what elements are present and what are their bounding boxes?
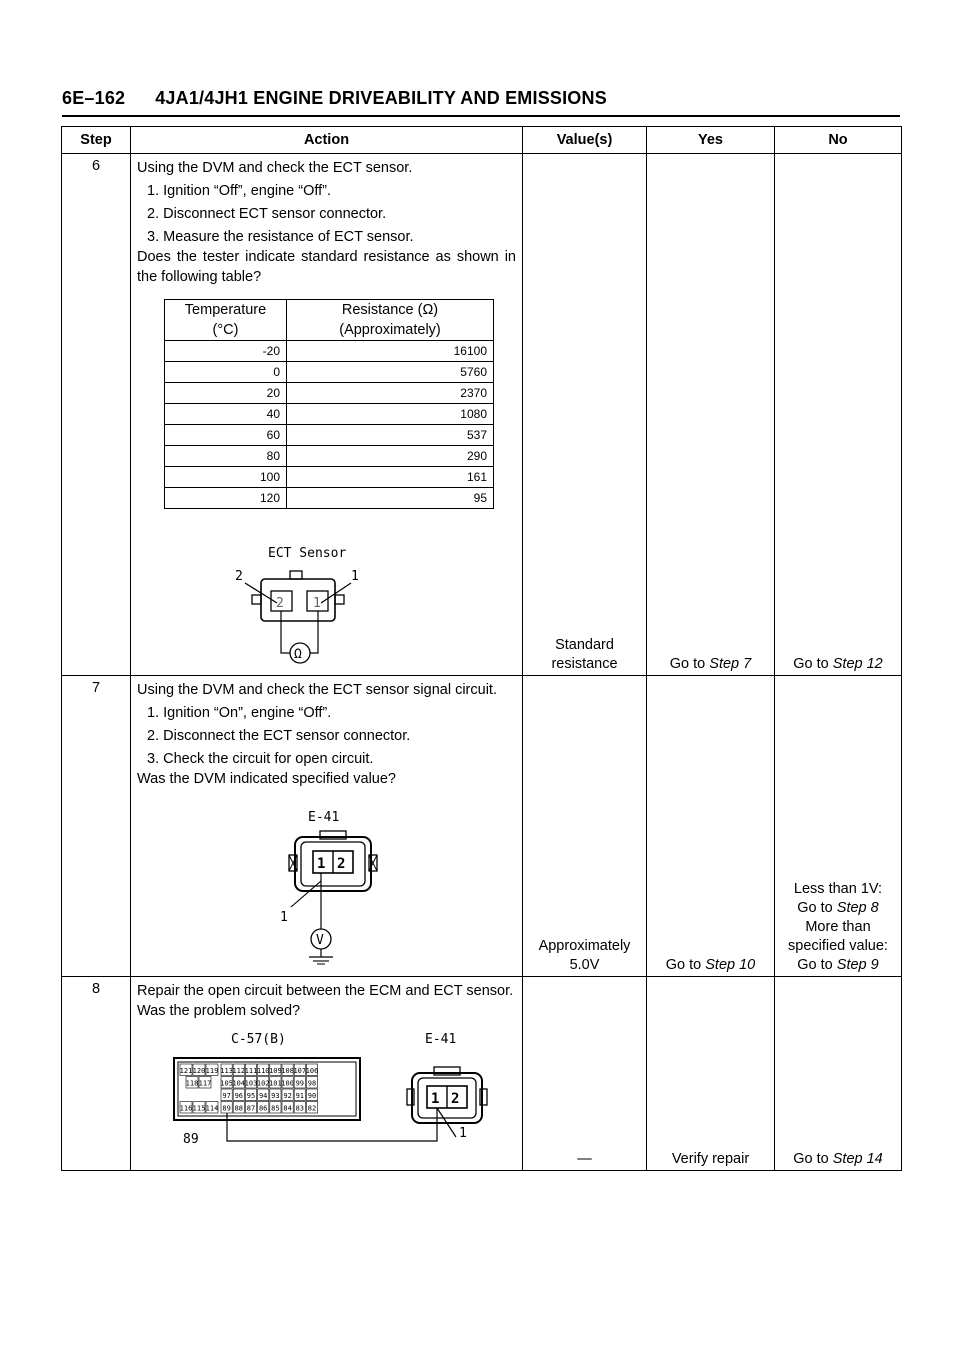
ecm-pin-label: 113 [220, 1067, 233, 1075]
col-values: Value(s) [523, 127, 647, 154]
res-value: 2370 [287, 383, 494, 404]
action-question: Was the DVM indicated specified value? [137, 771, 396, 787]
no-prefix: Go to [797, 900, 837, 916]
ecm-pin-label: 91 [295, 1092, 305, 1100]
ect-sensor-diagram [137, 543, 515, 671]
table-row [165, 341, 494, 362]
ecm-pin-label: 87 [246, 1104, 256, 1113]
res-temp: 20 [165, 383, 287, 404]
action-intro: Repair the open circuit between the ECM and ECT sensor. [137, 983, 514, 999]
ecm-pin-label: 83 [295, 1104, 305, 1113]
ecm-pin-label: 101 [269, 1079, 282, 1088]
sensor-pin-1: 1 [431, 1091, 440, 1107]
action-cell [131, 977, 523, 1171]
ect-pin-1-label: 1 [313, 596, 321, 611]
table-row [165, 446, 494, 467]
res-temp: 60 [165, 425, 287, 446]
col-yes: Yes [647, 127, 775, 154]
ecm-pin-label: 95 [246, 1092, 256, 1100]
res-temp: 40 [165, 404, 287, 425]
value-line: Approximately [538, 938, 631, 954]
yes-prefix: Go to [669, 656, 710, 672]
table-row [62, 676, 902, 977]
table-row [62, 154, 902, 676]
res-value: 290 [287, 446, 494, 467]
no-line: More than [805, 919, 871, 935]
no-step-link[interactable]: Step 12 [832, 656, 883, 672]
res-value: 5760 [287, 362, 494, 383]
sensor-pin-2: 2 [451, 1091, 460, 1107]
ecm-pin-label: 114 [205, 1104, 219, 1113]
yes-cell [647, 154, 775, 676]
substep: 2. Disconnect the ECT sensor connector. [147, 728, 411, 744]
e41-title: E-41 [308, 810, 340, 825]
e41-connector-title: E-41 [425, 1032, 457, 1047]
ecm-pin-label: 121 [179, 1067, 193, 1075]
ohm-symbol: Ω [294, 647, 302, 662]
ecm-pin-label: 90 [307, 1092, 317, 1100]
table-row [62, 977, 902, 1171]
ecm-pin-label: 102 [256, 1079, 270, 1088]
table-row [165, 488, 494, 509]
step-number: 8 [62, 977, 131, 1171]
action-intro: Using the DVM and check the ECT sensor. [137, 160, 413, 176]
ecm-pin-label: 98 [307, 1079, 317, 1088]
substep: 1. Ignition “Off”, engine “Off”. [147, 183, 332, 199]
e41-callout-1: 1 [280, 910, 288, 925]
ecm-pin-label: 89 [222, 1104, 231, 1113]
res-temp: 100 [165, 467, 287, 488]
ecm-to-sensor-diagram [137, 1027, 515, 1145]
yes-cell [647, 676, 775, 977]
res-temp: 0 [165, 362, 287, 383]
ecm-pin-label: 82 [307, 1104, 317, 1113]
res-header-resistance: Resistance (Ω) (Approximately) [287, 300, 494, 341]
ecm-pin-label: 107 [293, 1067, 307, 1075]
substep: 1. Ignition “On”, engine “Off”. [147, 705, 332, 721]
res-value: 537 [287, 425, 494, 446]
ect-pin-2-label: 2 [276, 596, 284, 611]
no-prefix: Go to [797, 957, 837, 973]
ecm-pin-label: 117 [198, 1079, 212, 1088]
ecm-pin-label: 85 [271, 1104, 280, 1113]
ecm-pin-label: 88 [234, 1104, 244, 1113]
volt-symbol: V [316, 933, 324, 948]
ecm-pin-label: 120 [192, 1067, 206, 1075]
substep: 2. Disconnect ECT sensor connector. [147, 206, 387, 222]
resistance-table [164, 299, 494, 509]
ecm-pin-label: 116 [179, 1104, 193, 1113]
ecm-pin-label: 110 [256, 1067, 270, 1075]
ecm-pin-label: 105 [220, 1079, 233, 1088]
res-temp: 120 [165, 488, 287, 509]
ecm-pin-label: 93 [271, 1092, 280, 1100]
diagnostic-table [61, 126, 902, 1171]
step-number: 7 [62, 676, 131, 977]
no-cell [775, 977, 902, 1171]
ecm-pin-label: 115 [192, 1104, 206, 1113]
res-value: 16100 [287, 341, 494, 362]
page-title: 4JA1/4JH1 ENGINE DRIVEABILITY AND EMISSIONS [155, 88, 607, 108]
value-line: Standard [555, 637, 614, 653]
ecm-pin-label: 99 [295, 1079, 305, 1088]
page-header [62, 88, 900, 117]
yes-step-link[interactable]: Step 10 [705, 957, 756, 973]
no-line: Less than 1V: [793, 881, 883, 897]
ect-diagram-title: ECT Sensor [268, 546, 347, 561]
action-question: Does the tester indicate standard resistance as shown in the following table? [137, 249, 516, 285]
ecm-pin-label: 100 [281, 1079, 294, 1088]
ecm-pin-label: 111 [244, 1067, 258, 1075]
res-value: 161 [287, 467, 494, 488]
table-row [165, 383, 494, 404]
ecm-pin-label: 92 [283, 1092, 292, 1100]
page-number: 6E–162 [62, 88, 126, 108]
table-row [165, 404, 494, 425]
col-action: Action [131, 127, 523, 154]
ecm-pin-label: 97 [222, 1092, 231, 1100]
ecm-pin-label: 119 [205, 1067, 219, 1075]
value-line: — [577, 1151, 592, 1167]
table-row [165, 362, 494, 383]
no-line: specified value: [788, 938, 888, 954]
res-value: 95 [287, 488, 494, 509]
value-line: 5.0V [569, 957, 600, 973]
table-header-row [62, 127, 902, 154]
ecm-pin-label: 118 [185, 1079, 199, 1088]
ecm-pin-label: 112 [232, 1067, 246, 1075]
step-number: 6 [62, 154, 131, 676]
yes-prefix: Go to [665, 957, 706, 973]
no-step-link[interactable]: Step 14 [832, 1151, 883, 1167]
action-question: Was the problem solved? [137, 1003, 301, 1019]
e41-pin-1: 1 [317, 856, 326, 872]
action-cell [131, 154, 523, 676]
yes-cell [647, 977, 775, 1171]
ecm-pin-label: 104 [232, 1079, 246, 1088]
ect-callout-1: 1 [351, 569, 359, 584]
res-temp: -20 [165, 341, 287, 362]
table-row [165, 467, 494, 488]
ecm-pin-label: 109 [269, 1067, 282, 1075]
ecm-pin-label: 103 [244, 1079, 258, 1088]
res-temp: 80 [165, 446, 287, 467]
substep: 3. Measure the resistance of ECT sensor. [147, 229, 414, 245]
action-intro: Using the DVM and check the ECT sensor signal circuit. [137, 682, 497, 698]
no-cell [775, 154, 902, 676]
ecm-pin-label: 106 [305, 1067, 319, 1075]
ecm-pin-label: 86 [258, 1104, 268, 1113]
ect-callout-2: 2 [235, 569, 243, 584]
no-prefix: Go to [793, 1151, 833, 1167]
wire-ecm-to-sensor [227, 1109, 437, 1141]
ecm-pin-label: 84 [283, 1104, 292, 1113]
no-cell [775, 676, 902, 977]
ecm-pin-label: 94 [258, 1092, 268, 1100]
ecm-pin-label: 96 [234, 1092, 244, 1100]
no-step-link[interactable]: Step 8 [836, 900, 879, 916]
substep: 3. Check the circuit for open circuit. [147, 751, 374, 767]
value-cell [523, 676, 647, 977]
yes-action: Verify repair [671, 1151, 750, 1167]
ecm-pin-callout: 89 [183, 1132, 199, 1145]
sensor-pin-callout: 1 [459, 1126, 467, 1141]
ecm-connector-title: C-57(B) [231, 1032, 286, 1047]
no-prefix: Go to [793, 656, 833, 672]
yes-step-link[interactable]: Step 7 [709, 656, 752, 672]
e41-connector-diagram [137, 795, 515, 965]
res-value: 1080 [287, 404, 494, 425]
value-line: resistance [551, 656, 618, 672]
ecm-pin-label: 108 [281, 1067, 294, 1075]
table-row [165, 425, 494, 446]
value-cell [523, 977, 647, 1171]
value-cell [523, 154, 647, 676]
col-no: No [775, 127, 902, 154]
action-cell [131, 676, 523, 977]
res-header-temp: Temperature (°C) [165, 300, 287, 341]
e41-pin-2: 2 [337, 856, 346, 872]
col-step: Step [62, 127, 131, 154]
no-step-link[interactable]: Step 9 [836, 957, 879, 973]
